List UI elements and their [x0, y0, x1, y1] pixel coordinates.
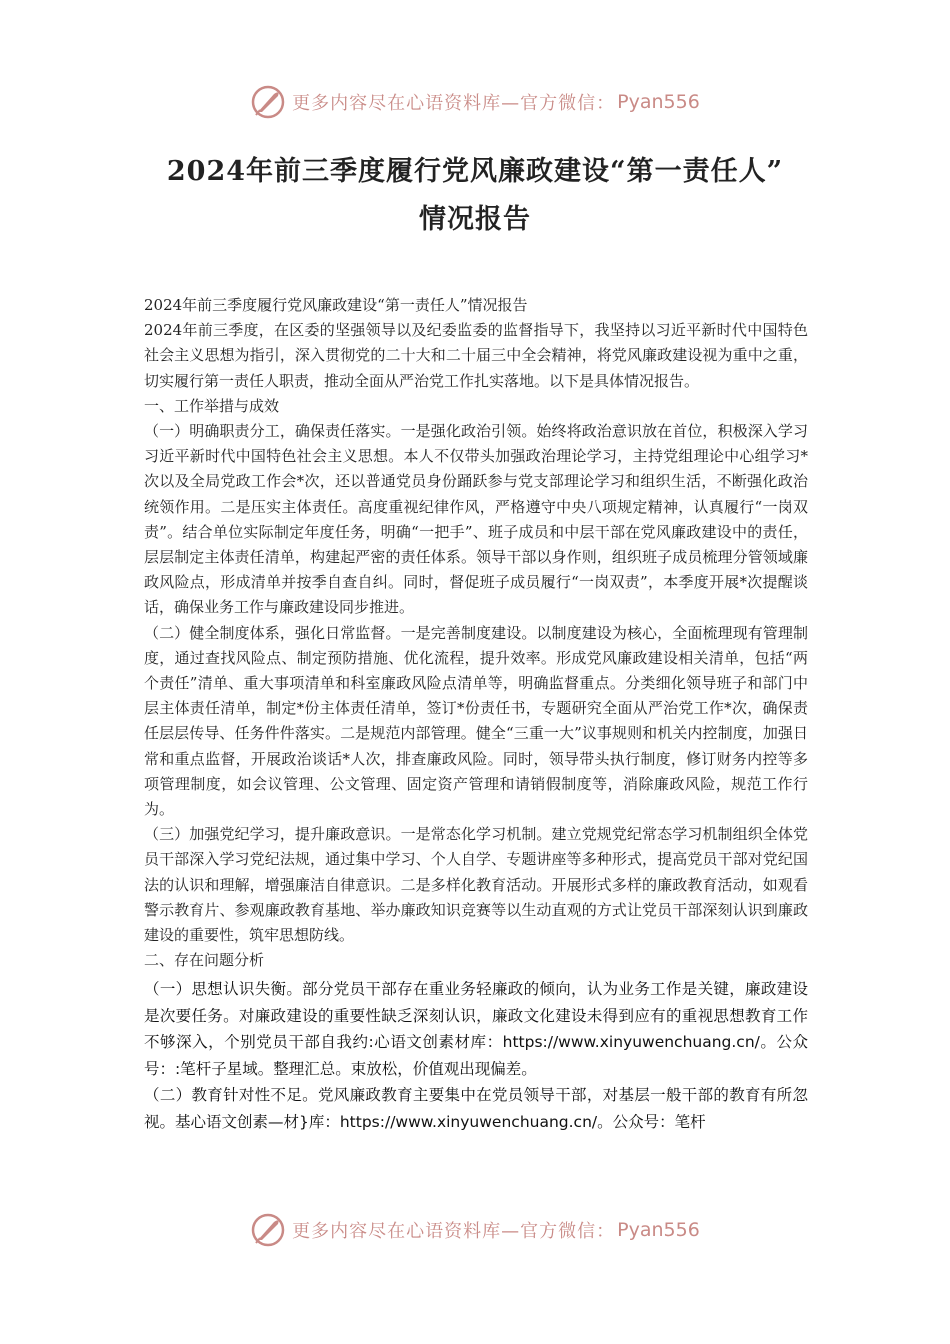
paragraph-subtitle: 2024年前三季度履行党风廉政建设“第一责任人”情况报告	[144, 296, 528, 314]
paragraph-intro: 2024年前三季度，在区委的坚强领导以及纪委监委的监督指导下，我坚持以习近平新时代中国特色社会主义思想为指引，深入贯彻党的二十大和二十届三中全会精神，将党风廉政建设视为重中之重，切实履行第一责任人职责，推动全面从严治党工作扎实落地。以下是具体情况报告。	[144, 321, 808, 390]
watermark-wechat-id: Pyan556	[617, 1219, 700, 1241]
watermark-banner-bottom	[0, 1210, 950, 1250]
quill-pen-icon	[250, 1212, 286, 1248]
title-line-2: 情况报告	[419, 204, 531, 235]
quill-pen-icon	[250, 84, 286, 120]
watermark-banner-top	[0, 82, 950, 122]
watermark-text: 更多内容尽在心语资料库—官方微信：	[292, 1221, 616, 1242]
paragraph-item-2: （二）健全制度体系，强化日常监督。一是完善制度建设。以制度建设为核心，全面梳理现有管理制度，通过查找风险点、制定预防措施、优化流程，提升效率。形成党风廉政建设相关清单，包括“两个责任”清单、重大事项清单和科室廉政风险点清单等，明确监督重点。分类细化领导班子和部门中层主体责任清单，制定*份主体责任清单，签订*份责任书，专题研究全面从严治党工作*次，确保责任层层传导、任务件件落实。二是规范内部管理。健全“三重一大”议事规则和机关内控制度，加强日常和重点监督，开展政治谈话*人次，排查廉政风险。同时，领导带头执行制度，修订财务内控等多项管理制度，如会议管理、公文管理、固定资产管理和请销假制度等，消除廉政风险，规范工作行为。	[144, 623, 808, 819]
paragraph-item-1: （一）明确职责分工，确保责任落实。一是强化政治引领。始终将政治意识放在首位，积极深入学习习近平新时代中国特色社会主义思想。本人不仅带头加强政治理论学习，主持党组理论中心组学习*次以及全局党政工作会*次，还以普通党员身份踊跃参与党支部理论学习和组织生活，不断强化政治统领作用。二是压实主体责任。高度重视纪律作风，严格遵守中央八项规定精神，认真履行“一岗双责”。结合单位实际制定年度任务，明确“一把手”、班子成员和中层干部在党风廉政建设中的责任，层层制定主体责任清单，构建起严密的责任体系。领导干部以身作则，组织班子成员梳理分管领域廉政风险点，形成清单并按季自查自纠。同时，督促班子成员履行“一岗双责”，本季度开展*次提醒谈话，确保业务工作与廉政建设同步推进。	[144, 422, 808, 617]
paragraph-item-3: （三）加强党纪学习，提升廉政意识。一是常态化学习机制。建立党规党纪常态学习机制组织全体党员干部深入学习党纪法规，通过集中学习、个人自学、专题讲座等多种形式，提高党员干部对党纪国法的认识和理解，增强廉洁自律意识。二是多样化教育活动。开展形式多样的廉政教育活动，如观看警示教育片、参观廉政教育基地、举办廉政知识竞赛等以生动直观的方式让党员干部深刻认识到廉政建设的重要性，筑牢思想防线。	[144, 825, 808, 945]
section-heading-1: 一、工作举措与成效	[144, 396, 280, 415]
paragraph-problem-1: （一）思想认识失衡。部分党员干部存在重业务轻廉政的倾向，认为业务工作是关键，廉政建设是次要任务。对廉政建设的重要性缺乏深刻认识，廉政文化建设未得到应有的重视思想教育工作不够深入，个别党员干部自我约:心语文创素材库：https://www.xinyuwenchuang.cn/。公众号：:笔杆子星域。整理汇总。束放松，价值观出现偏差。	[144, 980, 808, 1078]
section-heading-2: 二、存在问题分析	[144, 951, 265, 970]
document-body	[144, 293, 808, 1135]
paragraph-problem-2: （二）教育针对性不足。党风廉政教育主要集中在党员领导干部，对基层一般干部的教育有所忽视。基心语文创素—材}库：https://www.xinyuwenchuang.cn/。公众号：笔杆	[144, 1086, 808, 1131]
watermark-wechat-id: Pyan556	[617, 91, 700, 113]
watermark-text: 更多内容尽在心语资料库—官方微信：	[292, 93, 616, 114]
title-line-1: 2024年前三季度履行党风廉政建设“第一责任人”	[166, 156, 784, 187]
page-title	[60, 148, 890, 244]
